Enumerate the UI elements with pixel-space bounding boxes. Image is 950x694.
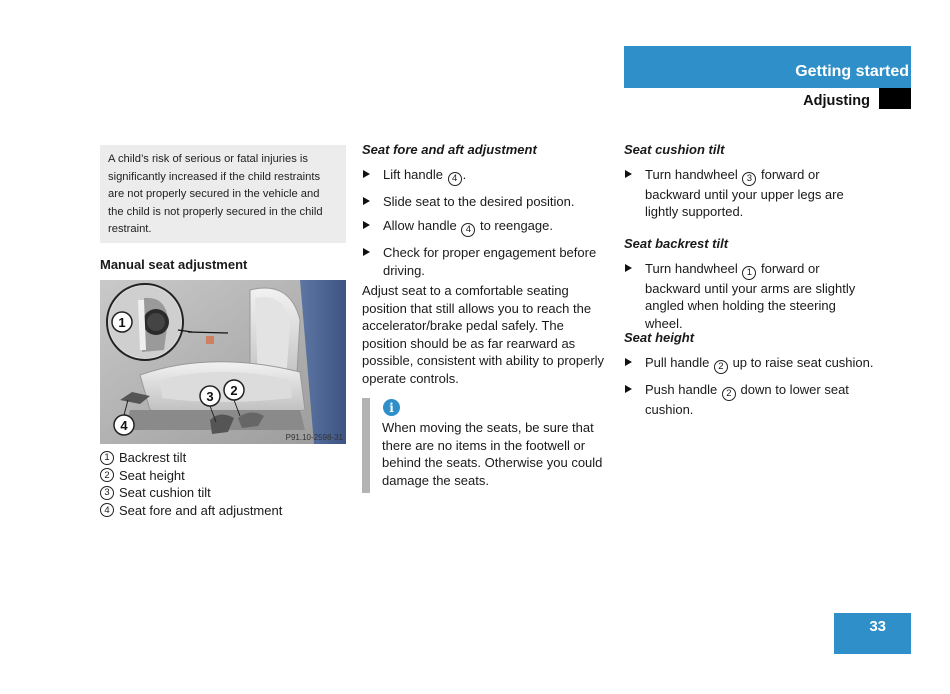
- fore-aft-heading: Seat fore and aft adjustment: [362, 142, 537, 157]
- bullet-arrow-icon: [363, 170, 370, 178]
- step-item: [362, 244, 612, 279]
- legend-number: 1: [100, 451, 114, 465]
- step-text: Check for proper engagement before driving.: [383, 245, 597, 278]
- step-text: to reengage.: [479, 218, 553, 234]
- step-item: [624, 381, 874, 418]
- image-code: P91.10-2598-31: [285, 433, 343, 442]
- seat-height-steps: [624, 354, 874, 425]
- bullet-arrow-icon: [625, 385, 632, 393]
- info-icon: i: [383, 399, 400, 416]
- legend-item: [100, 467, 282, 485]
- handle-number: 4: [461, 223, 475, 237]
- step-text: Lift handle: [383, 167, 443, 182]
- note-bar: [362, 398, 370, 493]
- handwheel-number: 1: [742, 266, 756, 280]
- seat-illustration: [100, 280, 346, 444]
- step-item: [362, 193, 612, 211]
- page-number: 33: [869, 618, 886, 635]
- legend-item: [100, 449, 282, 467]
- section-title: Getting started: [795, 63, 909, 80]
- step-text: up to raise seat cushion.: [732, 355, 874, 370]
- callout-3-label: 3: [206, 389, 214, 404]
- bullet-arrow-icon: [625, 264, 632, 272]
- backrest-tilt-steps: [624, 260, 874, 339]
- step-item: [362, 217, 612, 237]
- bullet-arrow-icon: [363, 248, 370, 256]
- bullet-arrow-icon: [363, 197, 370, 205]
- handle-number: 2: [722, 387, 736, 401]
- legend-item: [100, 484, 282, 502]
- step-text: Push handle: [645, 381, 718, 397]
- bullet-arrow-icon: [625, 170, 632, 178]
- step-item: [624, 354, 874, 374]
- bullet-arrow-icon: [625, 358, 632, 366]
- step-text: down to lower seat cushion.: [645, 381, 849, 417]
- callout-4-label: 4: [120, 418, 128, 433]
- legend-list: [100, 449, 282, 519]
- step-item: [624, 260, 874, 332]
- legend-item: [100, 502, 282, 520]
- step-text: Slide seat to the desired position.: [383, 193, 575, 209]
- handle-number: 2: [714, 360, 728, 374]
- seat-photo: [100, 280, 346, 444]
- fore-aft-steps: [362, 166, 612, 286]
- step-text: Turn handwheel: [645, 167, 738, 182]
- callout-1-label: 1: [118, 315, 126, 330]
- legend-label: Seat fore and aft adjustment: [119, 502, 283, 518]
- step-item: [624, 166, 874, 221]
- legend-label: Seat cushion tilt: [119, 485, 211, 500]
- step-text: forward or backward until your arms are slightly angled when holding the steering wheel.: [645, 261, 856, 331]
- callout-2-label: 2: [230, 383, 238, 398]
- cushion-tilt-steps: [624, 166, 874, 228]
- step-text: Allow handle: [383, 218, 457, 234]
- callout-1: [112, 312, 132, 332]
- legend-number: 3: [100, 486, 114, 500]
- step-text: .: [462, 167, 467, 182]
- handwheel-number: 3: [742, 172, 756, 186]
- note-text: When moving the seats, be sure that there are no items in the footwell or behind the seats. Otherwise you could damage the seats.: [382, 420, 603, 488]
- step-text: Pull handle: [645, 355, 710, 370]
- note-box: [362, 398, 612, 493]
- warning-text: A child’s risk of serious or fatal injuries is significantly increased if the child restraints are not properly secured in the vehicle and the child is not properly secured in the child restraint.: [108, 153, 323, 235]
- backrest-tilt-heading: Seat backrest tilt: [624, 236, 729, 251]
- cushion-tilt-heading: Seat cushion tilt: [624, 142, 725, 157]
- manual-seat-heading: Manual seat adjustment: [100, 257, 248, 272]
- legend-label: Backrest tilt: [119, 450, 187, 465]
- legend-number: 2: [100, 468, 114, 482]
- legend-label: Seat height: [119, 467, 185, 483]
- step-item: [362, 166, 612, 186]
- seat-height-heading: Seat height: [624, 330, 695, 345]
- legend-number: 4: [100, 503, 114, 517]
- warning-box: [100, 145, 346, 243]
- handle-number: 4: [448, 172, 462, 186]
- step-text: forward or backward until your upper legs are lightly supported.: [645, 167, 844, 220]
- step-text: Turn handwheel: [645, 261, 738, 276]
- subsection-title: Adjusting: [803, 93, 870, 109]
- fore-aft-paragraph: Adjust seat to a comfortable seating position that still allows you to reach the accelerator/brake pedal safely. The position should be as far rearward as possible, consistent with ability to properly operate controls.: [362, 283, 605, 386]
- thumb-tab-marker: [879, 88, 911, 109]
- bullet-arrow-icon: [363, 221, 370, 229]
